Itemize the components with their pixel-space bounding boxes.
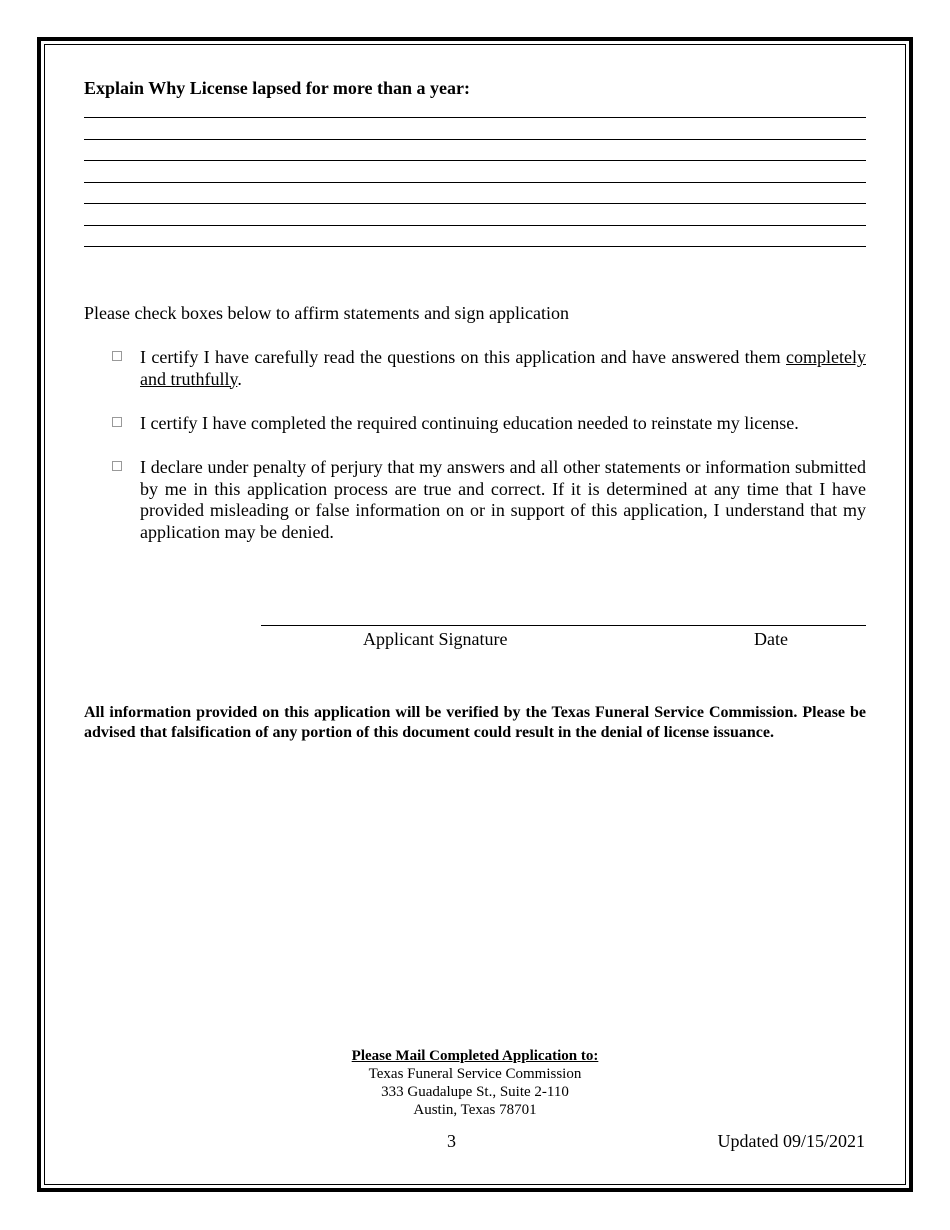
- page-border-inner: [44, 44, 906, 1185]
- certify-read-questions-item: [112, 347, 866, 390]
- mail-city: Austin, Texas 78701: [413, 1102, 537, 1118]
- answer-line[interactable]: [84, 246, 866, 247]
- certify-continuing-education-item: [112, 413, 866, 435]
- certify-read-questions-checkbox[interactable]: [112, 351, 122, 361]
- answer-line[interactable]: [84, 139, 866, 140]
- answer-line[interactable]: [84, 117, 866, 118]
- declare-perjury-checkbox[interactable]: [112, 461, 122, 471]
- mailing-address-block: [275, 1047, 675, 1119]
- verification-disclaimer: All information provided on this application will be verified by the Texas Funeral Service Commission. Please be advised that falsification of any portion of this document could result in the denial of license issuance.: [84, 704, 866, 741]
- signature-line[interactable]: [261, 625, 866, 626]
- answer-line[interactable]: [84, 182, 866, 183]
- answer-line[interactable]: [84, 203, 866, 204]
- checkbox-instruction: Please check boxes below to affirm statements and sign application: [84, 303, 570, 323]
- page-number: 3: [447, 1131, 456, 1151]
- mail-street: 333 Guadalupe St., Suite 2-110: [381, 1084, 569, 1100]
- declare-perjury-item: [112, 457, 866, 543]
- certify-continuing-education-text: I certify I have completed the required continuing education needed to reinstate my license.: [140, 413, 799, 433]
- explain-lapse-heading: Explain Why License lapsed for more than a year:: [84, 78, 471, 98]
- mail-org: Texas Funeral Service Commission: [368, 1066, 582, 1082]
- date-label: Date: [754, 629, 788, 649]
- applicant-signature-label: Applicant Signature: [363, 629, 508, 649]
- answer-line[interactable]: [84, 225, 866, 226]
- declare-perjury-text: I declare under penalty of perjury that my answers and all other statements or information submitted by me in this application process are true and correct. If it is determined at any time that I have provided misleading or false information on or in support of this application, I understand that my application may be denied.: [140, 457, 866, 542]
- certify-read-questions-text: I certify I have carefully read the questions on this application and have answered them completely and truthfully.: [140, 347, 866, 389]
- mail-heading: Please Mail Completed Application to:: [351, 1048, 599, 1064]
- certify-continuing-education-checkbox[interactable]: [112, 417, 122, 427]
- updated-date: Updated 09/15/2021: [717, 1131, 865, 1151]
- answer-line[interactable]: [84, 160, 866, 161]
